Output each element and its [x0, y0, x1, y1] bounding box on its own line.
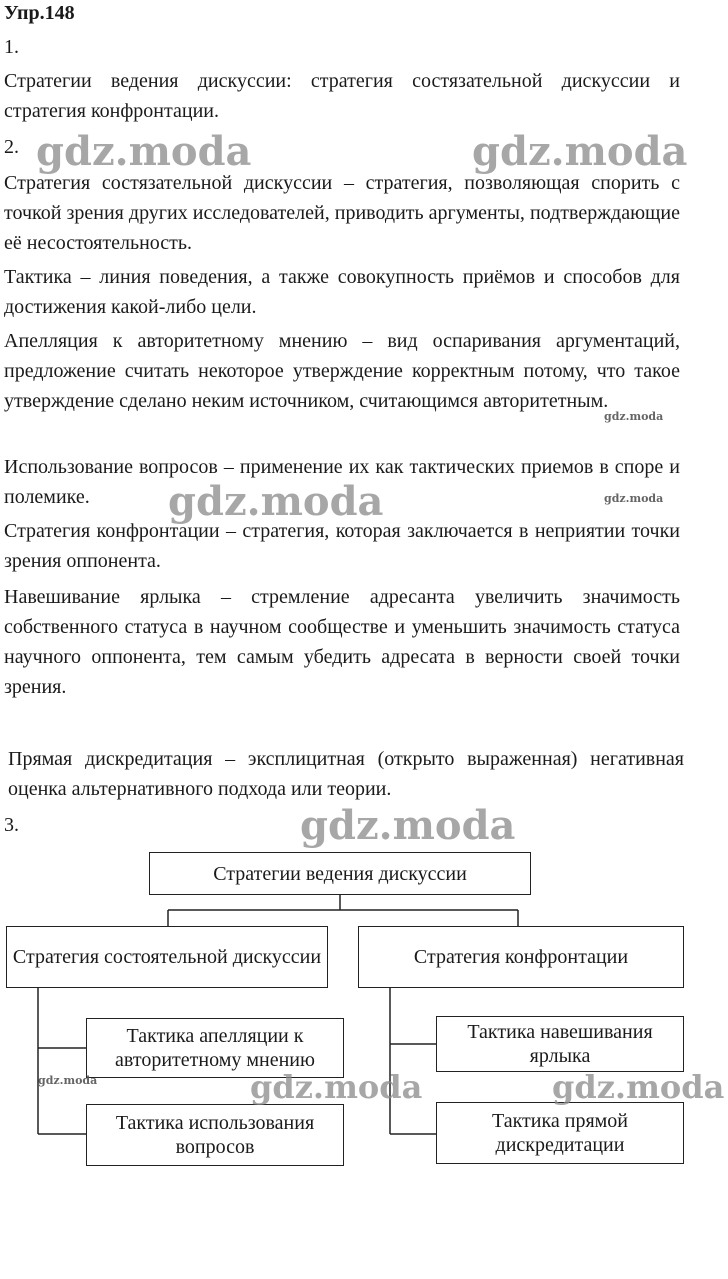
watermark-logo: gdz.moda [300, 802, 516, 849]
watermark-logo: gdz.moda [168, 478, 384, 525]
watermark-logo: gdz.moda [36, 128, 252, 175]
watermark-small: gdz.moda [604, 492, 664, 505]
watermark-small: gdz.moda [604, 410, 664, 423]
paragraph-confrontation: Стратегия конфронтации – стратегия, которая заключается в неприятии точки зрения оппонента. [4, 520, 680, 572]
diagram-right-box: Стратегия конфронтации [358, 926, 684, 988]
watermark-logo: gdz.moda [250, 1068, 423, 1106]
exercise-title: Упр.148 [4, 2, 75, 24]
section-number-3: 3. [4, 814, 19, 836]
section-number-1: 1. [4, 36, 19, 58]
section-number-2: 2. [4, 136, 19, 158]
diagram-right-child-1: Тактика навешивания ярлыка [436, 1016, 684, 1072]
diagram-left-child-2: Тактика использования вопросов [86, 1104, 344, 1166]
paragraph-strategies: Стратегии ведения дискуссии: стратегия состязательной дискуссии и стратегия конфронтации. [4, 70, 680, 122]
diagram-left-box: Стратегия состоятельной дискуссии [6, 926, 328, 988]
diagram-root-box: Стратегии ведения дискуссии [149, 852, 531, 895]
paragraph-questions: Использование вопросов – применение их как тактических приемов в споре и полемике. [4, 456, 680, 508]
diagram-left-child-1: Тактика апелляции к авторитетному мнению [86, 1018, 344, 1078]
watermark-logo: gdz.moda [472, 128, 688, 175]
paragraph-discredit: Прямая дискредитация – эксплицитная (открыто выраженная) негативная оценка альтернативного подхода или теории. [8, 748, 684, 800]
paragraph-appeal-authority: Апелляция к авторитетному мнению – вид оспаривания аргументаций, предложение считать некоторое утверждение корректным потому, что такое утверждение сделано неким источником, считающимся авторитетным. [4, 330, 680, 412]
watermark-small: gdz.moda [38, 1074, 98, 1087]
paragraph-tactic: Тактика – линия поведения, а также совокупность приёмов и способов для достижения какой-либо цели. [4, 266, 680, 318]
watermark-logo: gdz.moda [552, 1068, 725, 1106]
paragraph-labeling: Навешивание ярлыка – стремление адресанта увеличить значимость собственного статуса в научном сообществе и уменьшить значимость статуса научного оппонента, тем самым убедить адресата в верности своей точки зрения. [4, 586, 680, 698]
diagram-right-child-2: Тактика прямой дискредитации [436, 1102, 684, 1164]
paragraph-competitive-strategy: Стратегия состязательной дискуссии – стратегия, позволяющая спорить с точкой зрения других исследователей, приводить аргументы, подтверждающие её несостоятельность. [4, 172, 680, 254]
